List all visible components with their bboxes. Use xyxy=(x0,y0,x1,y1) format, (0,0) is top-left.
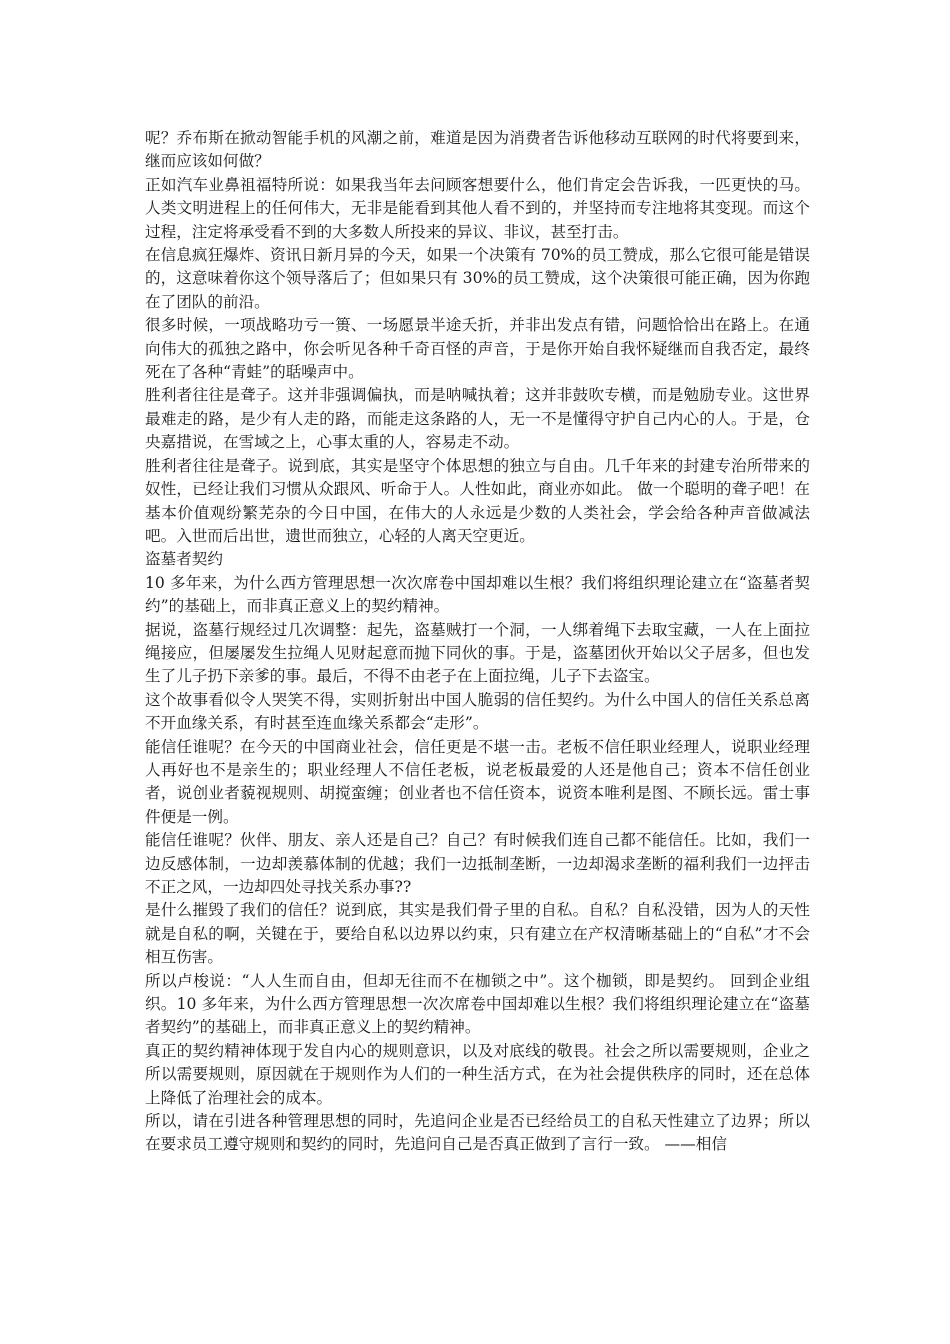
paragraph-4: 很多时候，一项战略功亏一篑、一场愿景半途夭折，并非出发点有错，问题恰恰出在路上。在通向伟大的孤独之路中，你会听见各种千奇百怪的声音，于是你开始自我怀疑继而自我否定，最终死在了各种“青蛙”的聒噪声中。 xyxy=(145,316,810,382)
paragraph-10: 能信任谁呢？在今天的中国商业社会，信任更是不堪一击。老板不信任职业经理人，说职业经理人再好也不是亲生的；职业经理人不信任老板，说老板最爱的人还是他自己；资本不信任创业者，说创业者藐视规则、胡搅蛮缠；创业者也不信任资本，说资本唯利是图、不顾长远。雷士事件便是一例。 xyxy=(145,737,810,826)
paragraph-15: 所以，请在引进各种管理思想的同时，先追问企业是否已经给员工的自私天性建立了边界；所以在要求员工遵守规则和契约的同时，先追问自己是否真正做到了言行一致。 ——相信 xyxy=(145,1112,810,1154)
paragraph-1: 呢？乔布斯在掀动智能手机的风潮之前，难道是因为消费者告诉他移动互联网的时代将要到来，继而应该如何做？ xyxy=(145,129,810,171)
paragraph-13: 所以卢梭说：“人人生而自由，但却无往而不在枷锁之中”。这个枷锁，即是契约。 回到企业组织。10 多年来，为什么西方管理思想一次次席卷中国却难以生根？我们将组织理论建立在“盗墓者契约”的基础上，而非真正意义上的契约精神。 xyxy=(145,971,810,1037)
paragraph-14: 真正的契约精神体现于发自内心的规则意识，以及对底线的敬畏。社会之所以需要规则，企业之所以需要规则，原因就在于规则作为人们的一种生活方式，在为社会提供秩序的同时，还在总体上降低了治理社会的成本。 xyxy=(145,1041,810,1107)
paragraph-7: 10 多年来，为什么西方管理思想一次次席卷中国却难以生根？我们将组织理论建立在“盗墓者契约”的基础上，而非真正意义上的契约精神。 xyxy=(145,573,810,616)
paragraph-11: 能信任谁呢？伙伴、朋友、亲人还是自己？自己？有时候我们连自己都不能信任。比如，我们一边反感体制，一边却羡慕体制的优越；我们一边抵制垄断，一边却渴求垄断的福利我们一边抨击不正之风，一边却四处寻找关系办事?? xyxy=(145,831,810,896)
paragraph-9: 这个故事看似令人哭笑不得，实则折射出中国人脆弱的信任契约。为什么中国人的信任关系总离不开血缘关系，有时甚至连血缘关系都会“走形”。 xyxy=(145,690,810,733)
paragraph-2: 正如汽车业鼻祖福特所说：如果我当年去问顾客想要什么，他们肯定会告诉我，一匹更快的马。人类文明进程上的任何伟大，无非是能看到其他人看不到的，并坚持而专注地将其变现。而这个过程，注定将承受看不到的大多数人所投来的异议、非议，甚至打击。 xyxy=(145,175,810,241)
paragraph-12: 是什么摧毁了我们的信任？说到底，其实是我们骨子里的自私。自私？自私没错，因为人的天性就是自私的啊，关键在于，要给自私以边界以约束，只有建立在产权清晰基础上的“自私”才不会相互伤害。 xyxy=(145,901,810,967)
paragraph-3: 在信息疯狂爆炸、资讯日新月异的今天，如果一个决策有 70%的员工赞成，那么它很可能是错误的，这意味着你这个领导落后了；但如果只有 30%的员工赞成，这个决策很可能正确，因为你跑在了团队的前沿。 xyxy=(145,246,810,311)
paragraph-8: 据说，盗墓行规经过几次调整：起先，盗墓贼打一个洞，一人绑着绳下去取宝藏，一人在上面拉绳接应，但屡屡发生拉绳人见财起意而抛下同伙的事。于是，盗墓团伙开始以父子居多，但也发生了儿子扔下亲爹的事。最后，不得不由老子在上面拉绳，儿子下去盗宝。 xyxy=(145,620,810,686)
paragraph-6: 胜利者往往是聋子。说到底，其实是坚守个体思想的独立与自由。几千年来的封建专治所带来的奴性，已经让我们习惯从众跟风、听命于人。人性如此，商业亦如此。 做一个聪明的聋子吧！在基本价值观纷繁芜杂的今日中国，在伟大的人永远是少数的人类社会，学会给各种声音做减法吧。入世而后出世，遗世而独立，心轻的人离天空更近。 xyxy=(145,456,810,545)
section-heading: 盗墓者契约 xyxy=(145,550,223,569)
paragraph-5: 胜利者往往是聋子。这并非强调偏执，而是呐喊执着；这并非鼓吹专横，而是勉励专业。这世界最难走的路，是少有人走的路，而能走这条路的人，无一不是懂得守护自己内心的人。于是，仓央嘉措说，在雪域之上，心事太重的人，容易走不动。 xyxy=(145,386,810,452)
document-body xyxy=(145,127,810,1157)
